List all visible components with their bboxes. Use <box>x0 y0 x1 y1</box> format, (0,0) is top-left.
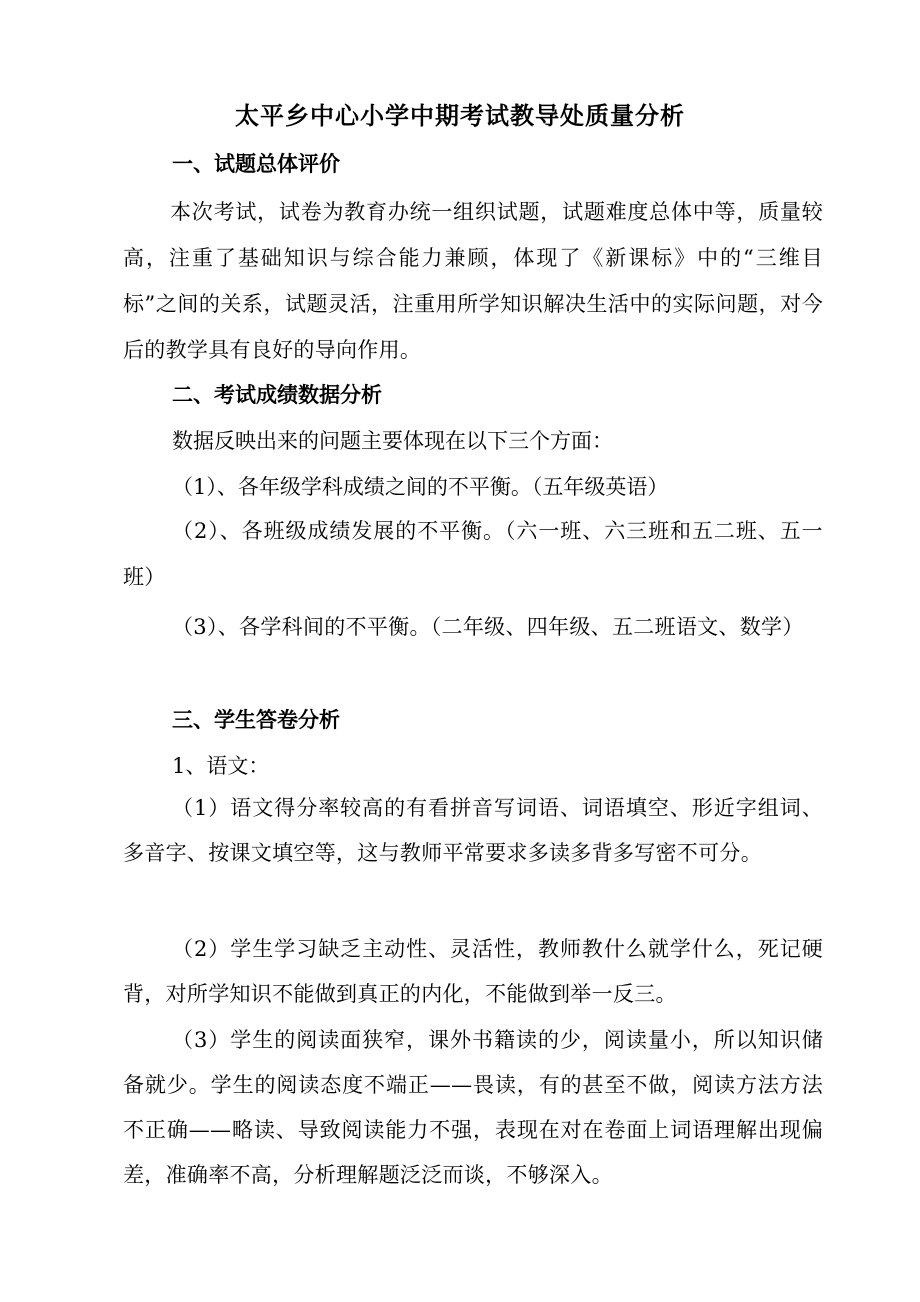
section-2-item-3: （3）、各学科间的不平衡。（二年级、四年级、五二班语文、数学） <box>172 615 804 639</box>
section-heading-2: 二、考试成绩数据分析 <box>172 383 382 407</box>
section-heading-3: 三、学生答卷分析 <box>172 708 340 732</box>
section-2-item-1: （1）、各年级学科成绩之间的不平衡。（五年级英语） <box>172 475 669 499</box>
section-3-item-3: （3）学生的阅读面狭窄，课外书籍读的少，阅读量小，所以知识储备就少。学生的阅读态度不端正——畏读，有的甚至不做，阅读方法方法不正确——略读、导致阅读能力不强，表现在对在卷面上词语理解出现偏差，准确率不高，分析理解题泛泛而谈，不够深入。 <box>123 1028 823 1187</box>
section-2-intro: 数据反映出来的问题主要体现在以下三个方面： <box>172 429 613 453</box>
section-3-item-1: （1）语文得分率较高的有看拼音写词语、词语填空、形近字组词、多音字、按课文填空等，这与教师平常要求多读多背多写密不可分。 <box>123 796 823 865</box>
section-3-subheading: 1、语文： <box>172 754 270 778</box>
section-3-item-2: （2）学生学习缺乏主动性、灵活性，教师教什么就学什么，死记硬背，对所学知识不能做到真正的内化，不能做到举一反三。 <box>123 937 823 1006</box>
section-heading-1: 一、试题总体评价 <box>172 152 340 176</box>
document-title: 太平乡中心小学中期考试教导处质量分析 <box>235 102 685 130</box>
section-1-paragraph: 本次考试，试卷为教育办统一组织试题，试题难度总体中等，质量较高，注重了基础知识与综合能力兼顾，体现了《新课标》中的“三维目标”之间的关系，试题灵活，注重用所学知识解决生活中的实际问题，对今后的教学具有良好的导向作用。 <box>123 200 823 362</box>
section-2-item-2: （2）、各班级成绩发展的不平衡。（六一班、六三班和五二班、五一班） <box>123 519 823 589</box>
